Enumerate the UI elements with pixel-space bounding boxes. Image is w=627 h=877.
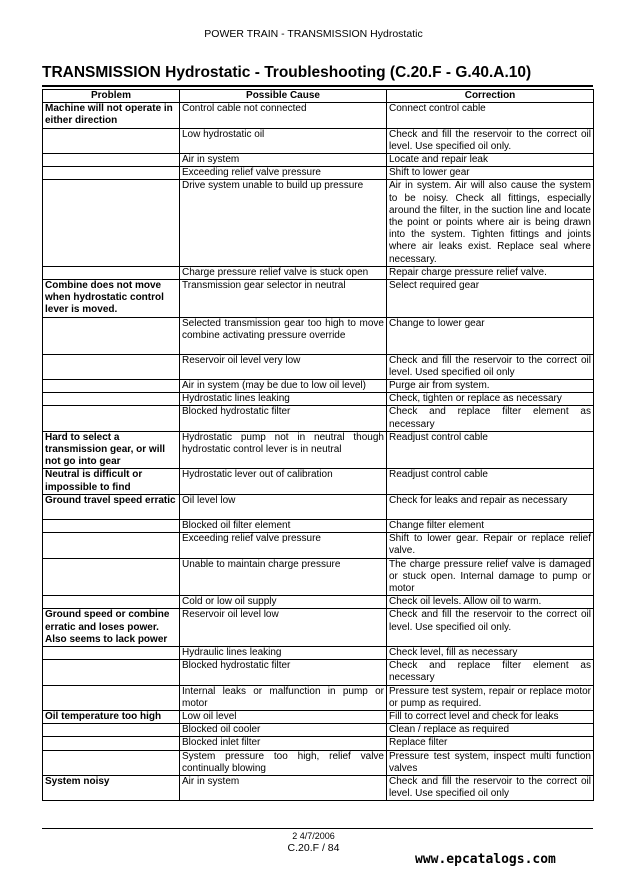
column-header-possible-cause: Possible Cause	[180, 90, 387, 103]
website-watermark: www.epcatalogs.com	[415, 852, 556, 867]
cause-cell: Blocked hydrostatic filter	[180, 406, 387, 431]
cause-cell: Oil level low	[180, 494, 387, 519]
cause-cell: Hydrostatic lever out of calibration	[180, 469, 387, 494]
problem-cell-continued	[43, 533, 180, 558]
table-row	[43, 354, 594, 379]
correction-cell: Locate and repair leak	[387, 154, 594, 167]
cause-cell: Blocked hydrostatic filter	[180, 660, 387, 685]
table-row	[43, 494, 594, 519]
cause-cell: Drive system unable to build up pressure	[180, 180, 387, 266]
table-row	[43, 750, 594, 775]
correction-cell: Shift to lower gear. Repair or replace relief valve.	[387, 533, 594, 558]
correction-cell: Connect control cable	[387, 103, 594, 128]
cause-cell: Cold or low oil supply	[180, 596, 387, 609]
problem-cell-continued	[43, 406, 180, 431]
correction-cell: Replace filter	[387, 737, 594, 750]
correction-cell: Fill to correct level and check for leaks	[387, 710, 594, 723]
table-row	[43, 685, 594, 710]
cause-cell: Selected transmission gear too high to move combine activating pressure override	[180, 317, 387, 354]
problem-cell-continued	[43, 128, 180, 153]
table-row	[43, 167, 594, 180]
problem-cell: Machine will not operate in either direction	[43, 103, 180, 128]
problem-cell-continued	[43, 558, 180, 596]
table-row	[43, 266, 594, 279]
cause-cell: Unable to maintain charge pressure	[180, 558, 387, 596]
table-row	[43, 775, 594, 800]
problem-cell-continued	[43, 266, 180, 279]
table-body	[43, 103, 594, 801]
cause-cell: Charge pressure relief valve is stuck open	[180, 266, 387, 279]
problem-cell-continued	[43, 317, 180, 354]
problem-cell: Ground travel speed erratic	[43, 494, 180, 519]
footer-date: 2 4/7/2006	[292, 831, 335, 841]
problem-cell: System noisy	[43, 775, 180, 800]
correction-cell: Change filter element	[387, 519, 594, 532]
correction-cell: Repair charge pressure relief valve.	[387, 266, 594, 279]
correction-cell: Purge air from system.	[387, 380, 594, 393]
problem-cell-continued	[43, 154, 180, 167]
table-row	[43, 519, 594, 532]
problem-cell-continued	[43, 180, 180, 266]
column-header-problem: Problem	[43, 90, 180, 103]
correction-cell: Check level, fill as necessary	[387, 646, 594, 659]
problem-cell: Neutral is difficult or impossible to find	[43, 469, 180, 494]
table-row	[43, 737, 594, 750]
footer-page-number: C.20.F / 84	[287, 842, 340, 854]
problem-cell-continued	[43, 596, 180, 609]
cause-cell: Low oil level	[180, 710, 387, 723]
problem-cell: Oil temperature too high	[43, 710, 180, 723]
problem-cell-continued	[43, 393, 180, 406]
cause-cell: Air in system	[180, 154, 387, 167]
cause-cell: Reservoir oil level very low	[180, 354, 387, 379]
table-row	[43, 317, 594, 354]
table-row	[43, 406, 594, 431]
cause-cell: Blocked inlet filter	[180, 737, 387, 750]
problem-cell-continued	[43, 724, 180, 737]
correction-cell: Readjust control cable	[387, 469, 594, 494]
table-row	[43, 380, 594, 393]
problem-cell-continued	[43, 167, 180, 180]
page-title: TRANSMISSION Hydrostatic - Troubleshooting (C.20.F - G.40.A.10)	[42, 64, 593, 87]
correction-cell: Check and fill the reservoir to the correct oil level. Use specified oil only.	[387, 128, 594, 153]
correction-cell: Pressure test system, repair or replace motor or pump as required.	[387, 685, 594, 710]
problem-cell-continued	[43, 354, 180, 379]
table-row	[43, 431, 594, 469]
table-row	[43, 724, 594, 737]
cause-cell: Transmission gear selector in neutral	[180, 280, 387, 318]
cause-cell: Blocked oil filter element	[180, 519, 387, 532]
cause-cell: Blocked oil cooler	[180, 724, 387, 737]
correction-cell: Check and replace filter element as necessary	[387, 660, 594, 685]
correction-cell: Check, tighten or replace as necessary	[387, 393, 594, 406]
correction-cell: Check and replace filter element as necessary	[387, 406, 594, 431]
correction-cell: Readjust control cable	[387, 431, 594, 469]
problem-cell-continued	[43, 750, 180, 775]
cause-cell: System pressure too high, relief valve continually blowing	[180, 750, 387, 775]
table-row	[43, 103, 594, 128]
table-row	[43, 469, 594, 494]
table-row	[43, 609, 594, 647]
problem-cell-continued	[43, 519, 180, 532]
correction-cell: The charge pressure relief valve is damaged or stuck open. Internal damage to pump or motor	[387, 558, 594, 596]
correction-cell: Clean / replace as required	[387, 724, 594, 737]
correction-cell: Shift to lower gear	[387, 167, 594, 180]
problem-cell: Hard to select a transmission gear, or will not go into gear	[43, 431, 180, 469]
cause-cell: Hydraulic lines leaking	[180, 646, 387, 659]
cause-cell: Air in system (may be due to low oil level)	[180, 380, 387, 393]
table-row	[43, 558, 594, 596]
correction-cell: Check and fill the reservoir to the correct oil level. Used specified oil only	[387, 354, 594, 379]
problem-cell-continued	[43, 660, 180, 685]
table-row	[43, 154, 594, 167]
cause-cell: Hydrostatic pump not in neutral though hydrostatic control lever is in neutral	[180, 431, 387, 469]
cause-cell: Internal leaks or malfunction in pump or motor	[180, 685, 387, 710]
problem-cell: Ground speed or combine erratic and loses power. Also seems to lack power	[43, 609, 180, 647]
table-row	[43, 596, 594, 609]
cause-cell: Reservoir oil level low	[180, 609, 387, 647]
table-row	[43, 393, 594, 406]
cause-cell: Exceeding relief valve pressure	[180, 167, 387, 180]
problem-cell: Combine does not move when hydrostatic control lever is moved.	[43, 280, 180, 318]
correction-cell: Select required gear	[387, 280, 594, 318]
cause-cell: Control cable not connected	[180, 103, 387, 128]
footer-rule	[42, 828, 593, 829]
correction-cell: Pressure test system, inspect multi function valves	[387, 750, 594, 775]
correction-cell: Check and fill the reservoir to the correct oil level. Use specified oil only	[387, 775, 594, 800]
table-row	[43, 280, 594, 318]
table-header-row	[43, 90, 594, 103]
problem-cell-continued	[43, 380, 180, 393]
correction-cell: Check oil levels. Allow oil to warm.	[387, 596, 594, 609]
table-row	[43, 128, 594, 153]
table-row	[43, 646, 594, 659]
problem-cell-continued	[43, 646, 180, 659]
problem-cell-continued	[43, 685, 180, 710]
cause-cell: Air in system	[180, 775, 387, 800]
cause-cell: Low hydrostatic oil	[180, 128, 387, 153]
column-header-correction: Correction	[387, 90, 594, 103]
table-row	[43, 710, 594, 723]
correction-cell: Check and fill the reservoir to the correct oil level. Use specified oil only.	[387, 609, 594, 647]
correction-cell: Air in system. Air will also cause the system to be noisy. Check all fittings, especially around the filter, in the suction line and locate the point or points where air is being drawn into the system. Tighten fittings and joints where air leaks exist. Replace seal where necessary.	[387, 180, 594, 266]
table-row	[43, 180, 594, 266]
page-header: POWER TRAIN - TRANSMISSION Hydrostatic	[204, 28, 423, 40]
troubleshooting-table	[42, 89, 594, 801]
correction-cell: Check for leaks and repair as necessary	[387, 494, 594, 519]
correction-cell: Change to lower gear	[387, 317, 594, 354]
table-row	[43, 533, 594, 558]
cause-cell: Hydrostatic lines leaking	[180, 393, 387, 406]
cause-cell: Exceeding relief valve pressure	[180, 533, 387, 558]
problem-cell-continued	[43, 737, 180, 750]
table-row	[43, 660, 594, 685]
